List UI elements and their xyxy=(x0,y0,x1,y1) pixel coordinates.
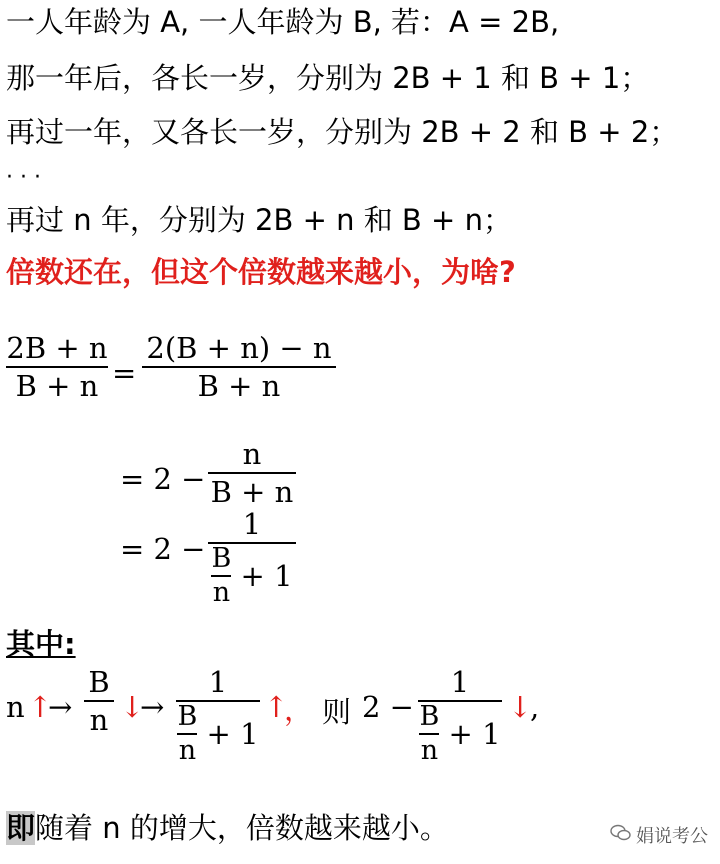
equals-sign: = xyxy=(112,356,137,390)
b-numerator: B xyxy=(177,701,198,732)
eq3-fraction xyxy=(208,506,296,608)
statement-line-5: 再过 n 年，分别为 2B + n 和 B + n； xyxy=(6,203,512,237)
right-arrow-icon: → xyxy=(140,690,165,724)
conclusion-highlight: 即 xyxy=(6,811,36,845)
b-over-n-fraction xyxy=(419,702,439,766)
plus-one: + 1 xyxy=(448,717,501,751)
two-minus: 2 − xyxy=(362,690,414,724)
lhs-numerator: 2B + n xyxy=(6,331,108,365)
plus-one: + 1 xyxy=(240,559,293,593)
eq3-numerator: 1 xyxy=(242,507,262,541)
b-over-n-fraction xyxy=(84,664,114,738)
question-line: 倍数还在，但这个倍数越来越小，为啥? xyxy=(6,255,516,289)
b-numerator: B xyxy=(88,665,110,699)
n-denominator: n xyxy=(178,735,197,766)
eq3-denominator xyxy=(208,544,296,608)
up-arrow-icon: ↑ xyxy=(28,690,53,724)
then-label: 则 xyxy=(322,695,352,729)
conclusion-line xyxy=(6,810,449,846)
up-arrow-icon: ↑ xyxy=(264,690,289,724)
b-numerator: B xyxy=(419,701,440,732)
one-over-fraction xyxy=(176,664,260,766)
b-numerator: B xyxy=(211,543,232,574)
one-numerator: 1 xyxy=(450,665,470,699)
wechat-icon xyxy=(610,824,632,847)
rhs-fraction xyxy=(142,330,336,404)
n-denominator: n xyxy=(212,577,231,608)
statement-line-3: 再过一年，又各长一岁，分别为 2B + 2 和 B + 2； xyxy=(6,115,679,149)
rhs-numerator: 2(B + n) − n xyxy=(146,331,332,365)
b-over-n-fraction xyxy=(177,702,197,766)
watermark-text: 娟说考公 xyxy=(636,826,708,847)
statement-line-2: 那一年后，各长一岁，分别为 2B + 1 和 B + 1； xyxy=(6,61,650,95)
eq2-prefix: = 2 − xyxy=(120,462,206,496)
rhs-denominator: B + n xyxy=(197,369,281,403)
one-over-fraction xyxy=(418,664,502,766)
compound-denominator xyxy=(418,702,502,766)
where-label: 其中: xyxy=(6,627,76,661)
eq2-denominator: B + n xyxy=(210,475,294,509)
watermark xyxy=(610,822,708,848)
down-arrow-icon: ↓ xyxy=(120,690,145,724)
eq3-prefix: = 2 − xyxy=(120,532,206,566)
eq2-numerator: n xyxy=(242,437,262,471)
n-denominator: n xyxy=(89,703,109,737)
one-numerator: 1 xyxy=(208,665,228,699)
lhs-denominator: B + n xyxy=(15,369,99,403)
down-arrow-icon: ↓ xyxy=(508,690,533,724)
lhs-fraction xyxy=(6,330,108,404)
rel-n: n xyxy=(6,690,25,724)
red-comma: ， xyxy=(284,693,314,727)
b-over-n-fraction xyxy=(211,544,231,608)
statement-line-1: 一人年龄为 A, 一人年龄为 B, 若：A = 2B, xyxy=(6,5,560,39)
right-arrow-icon: → xyxy=(48,690,73,724)
end-comma: , xyxy=(530,690,540,724)
eq2-fraction xyxy=(208,436,296,510)
compound-denominator xyxy=(176,702,260,766)
n-denominator: n xyxy=(420,735,439,766)
plus-one: + 1 xyxy=(206,717,259,751)
ellipsis: · · · xyxy=(6,165,41,190)
conclusion-text: 随着 n 的增大，倍数越来越小。 xyxy=(35,811,449,845)
